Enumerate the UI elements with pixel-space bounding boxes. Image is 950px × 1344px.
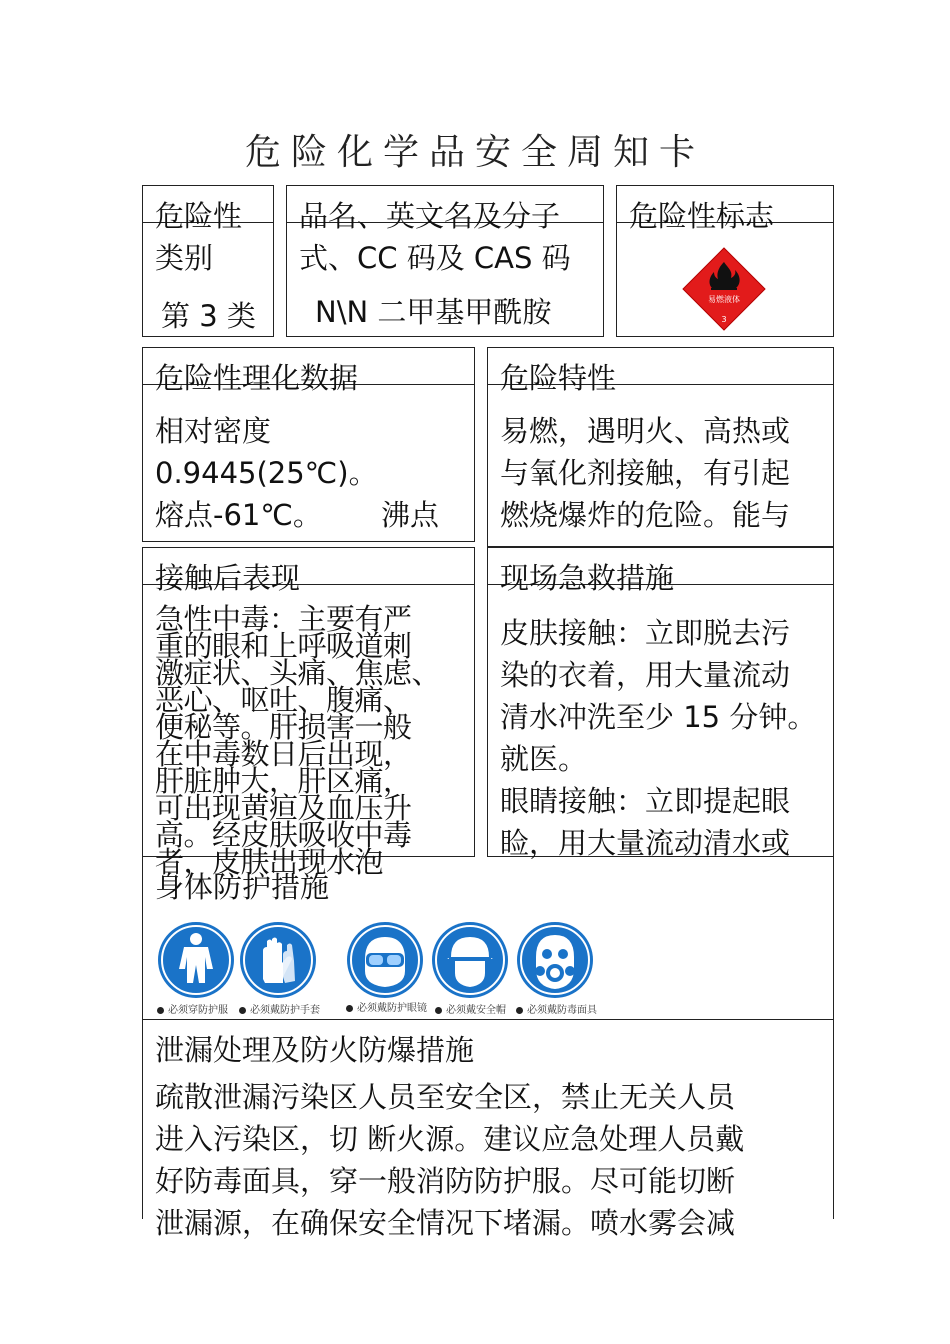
first-aid-line: 皮肤接触：立即脱去污 — [500, 616, 791, 650]
hazard-props-line: 易燃，遇明火、高热或 — [500, 414, 791, 448]
leak-box — [142, 1019, 834, 1240]
protection-caption: 必须戴防护眼镜 — [346, 999, 427, 1014]
symptoms-line: 恶心、呕吐、腹痛、 — [155, 683, 412, 717]
protective-gloves-icon — [239, 921, 317, 999]
safety-helmet-icon — [431, 921, 509, 999]
leak-line: 好防毒面具，穿一般消防防护服。尽可能切断 — [155, 1164, 736, 1198]
first-aid-line: 就医。 — [500, 742, 588, 776]
symptoms-line: 重的眼和上呼吸道刺 — [155, 629, 412, 663]
leak-line: 疏散泄漏污染区人员至安全区，禁止无关人员 — [155, 1080, 736, 1114]
hazard-class-box — [142, 185, 274, 337]
leak-header: 泄漏处理及防火防爆措施 — [155, 1033, 475, 1067]
product-name-header-1: 品名、英文名及分子 — [299, 199, 561, 233]
physchem-line: 相对密度 — [155, 414, 272, 448]
first-aid-box — [487, 547, 834, 860]
symptoms-line: 肝脏肿大，肝区痛， — [155, 764, 412, 798]
symptoms-header: 接触后表现 — [155, 561, 301, 595]
gas-mask-icon — [516, 921, 594, 999]
protection-caption: 必须穿防护服 — [157, 1001, 228, 1016]
product-name-header-2: 式、CC 码及 CAS 码 — [299, 241, 571, 275]
hazard-props-line: 与氧化剂接触，有引起 — [500, 456, 791, 490]
hazard-sign-box — [616, 185, 834, 337]
physchem-line: 熔点-61℃。 — [155, 498, 322, 532]
hazard-class-header-2: 类别 — [155, 241, 214, 275]
hazard-sign-header: 危险性标志 — [629, 199, 775, 233]
hazard-sign-label: 易燃液体 — [708, 295, 740, 304]
symptoms-line: 者，皮肤出现水泡 — [155, 845, 384, 879]
protection-header: 身体防护措施 — [155, 870, 330, 904]
first-aid-line: 清水冲洗至少 15 分钟。 — [500, 700, 817, 734]
page-title: 危险化学品安全周知卡 — [244, 132, 705, 173]
first-aid-line: 眼睛接触：立即提起眼 — [500, 784, 791, 818]
hazard-class-header-1: 危险性 — [155, 199, 243, 233]
hazard-sign-number: 3 — [721, 315, 727, 324]
product-name-value: N\N 二甲基甲酰胺 — [315, 295, 552, 329]
first-aid-line: 染的衣着，用大量流动 — [500, 658, 791, 692]
protection-box — [142, 857, 834, 1020]
physchem-box — [142, 347, 475, 542]
first-aid-line: 睑，用大量流动清水或 — [500, 826, 791, 860]
hazard-props-header: 危险特性 — [500, 361, 617, 395]
protection-caption: 必须戴防护手套 — [239, 1001, 320, 1016]
hazard-class-value: 第 3 类 — [161, 299, 256, 333]
protective-suit-icon — [157, 921, 235, 999]
hazard-props-box — [487, 347, 834, 547]
protection-caption: 必须戴安全帽 — [435, 1001, 506, 1016]
hazard-props-line: 燃烧爆炸的危险。能与 — [500, 498, 791, 532]
physchem-header: 危险性理化数据 — [155, 361, 359, 395]
flammable-liquid-diamond-icon — [681, 246, 767, 332]
first-aid-header: 现场急救措施 — [500, 561, 675, 595]
physchem-line: 沸点 — [381, 498, 440, 532]
leak-line: 泄漏源，在确保安全情况下堵漏。喷水雾会减 — [155, 1206, 736, 1240]
symptoms-line: 便秘等。肝损害一般 — [155, 710, 412, 744]
physchem-line: 0.9445(25℃)。 — [155, 456, 378, 490]
symptoms-line: 高。经皮肤吸收中毒 — [155, 818, 412, 852]
protection-caption: 必须戴防毒面具 — [516, 1001, 597, 1016]
symptoms-line: 激症状、头痛、焦虑、 — [155, 656, 441, 690]
symptoms-box — [142, 547, 475, 879]
symptoms-line: 在中毒数日后出现， — [155, 737, 412, 771]
protective-goggles-icon — [346, 921, 424, 999]
symptoms-line: 可出现黄疸及血压升 — [155, 791, 412, 825]
leak-line: 进入污染区，切 断火源。建议应急处理人员戴 — [155, 1122, 745, 1156]
symptoms-line: 急性中毒：主要有严 — [155, 602, 412, 636]
product-name-box — [286, 185, 604, 337]
